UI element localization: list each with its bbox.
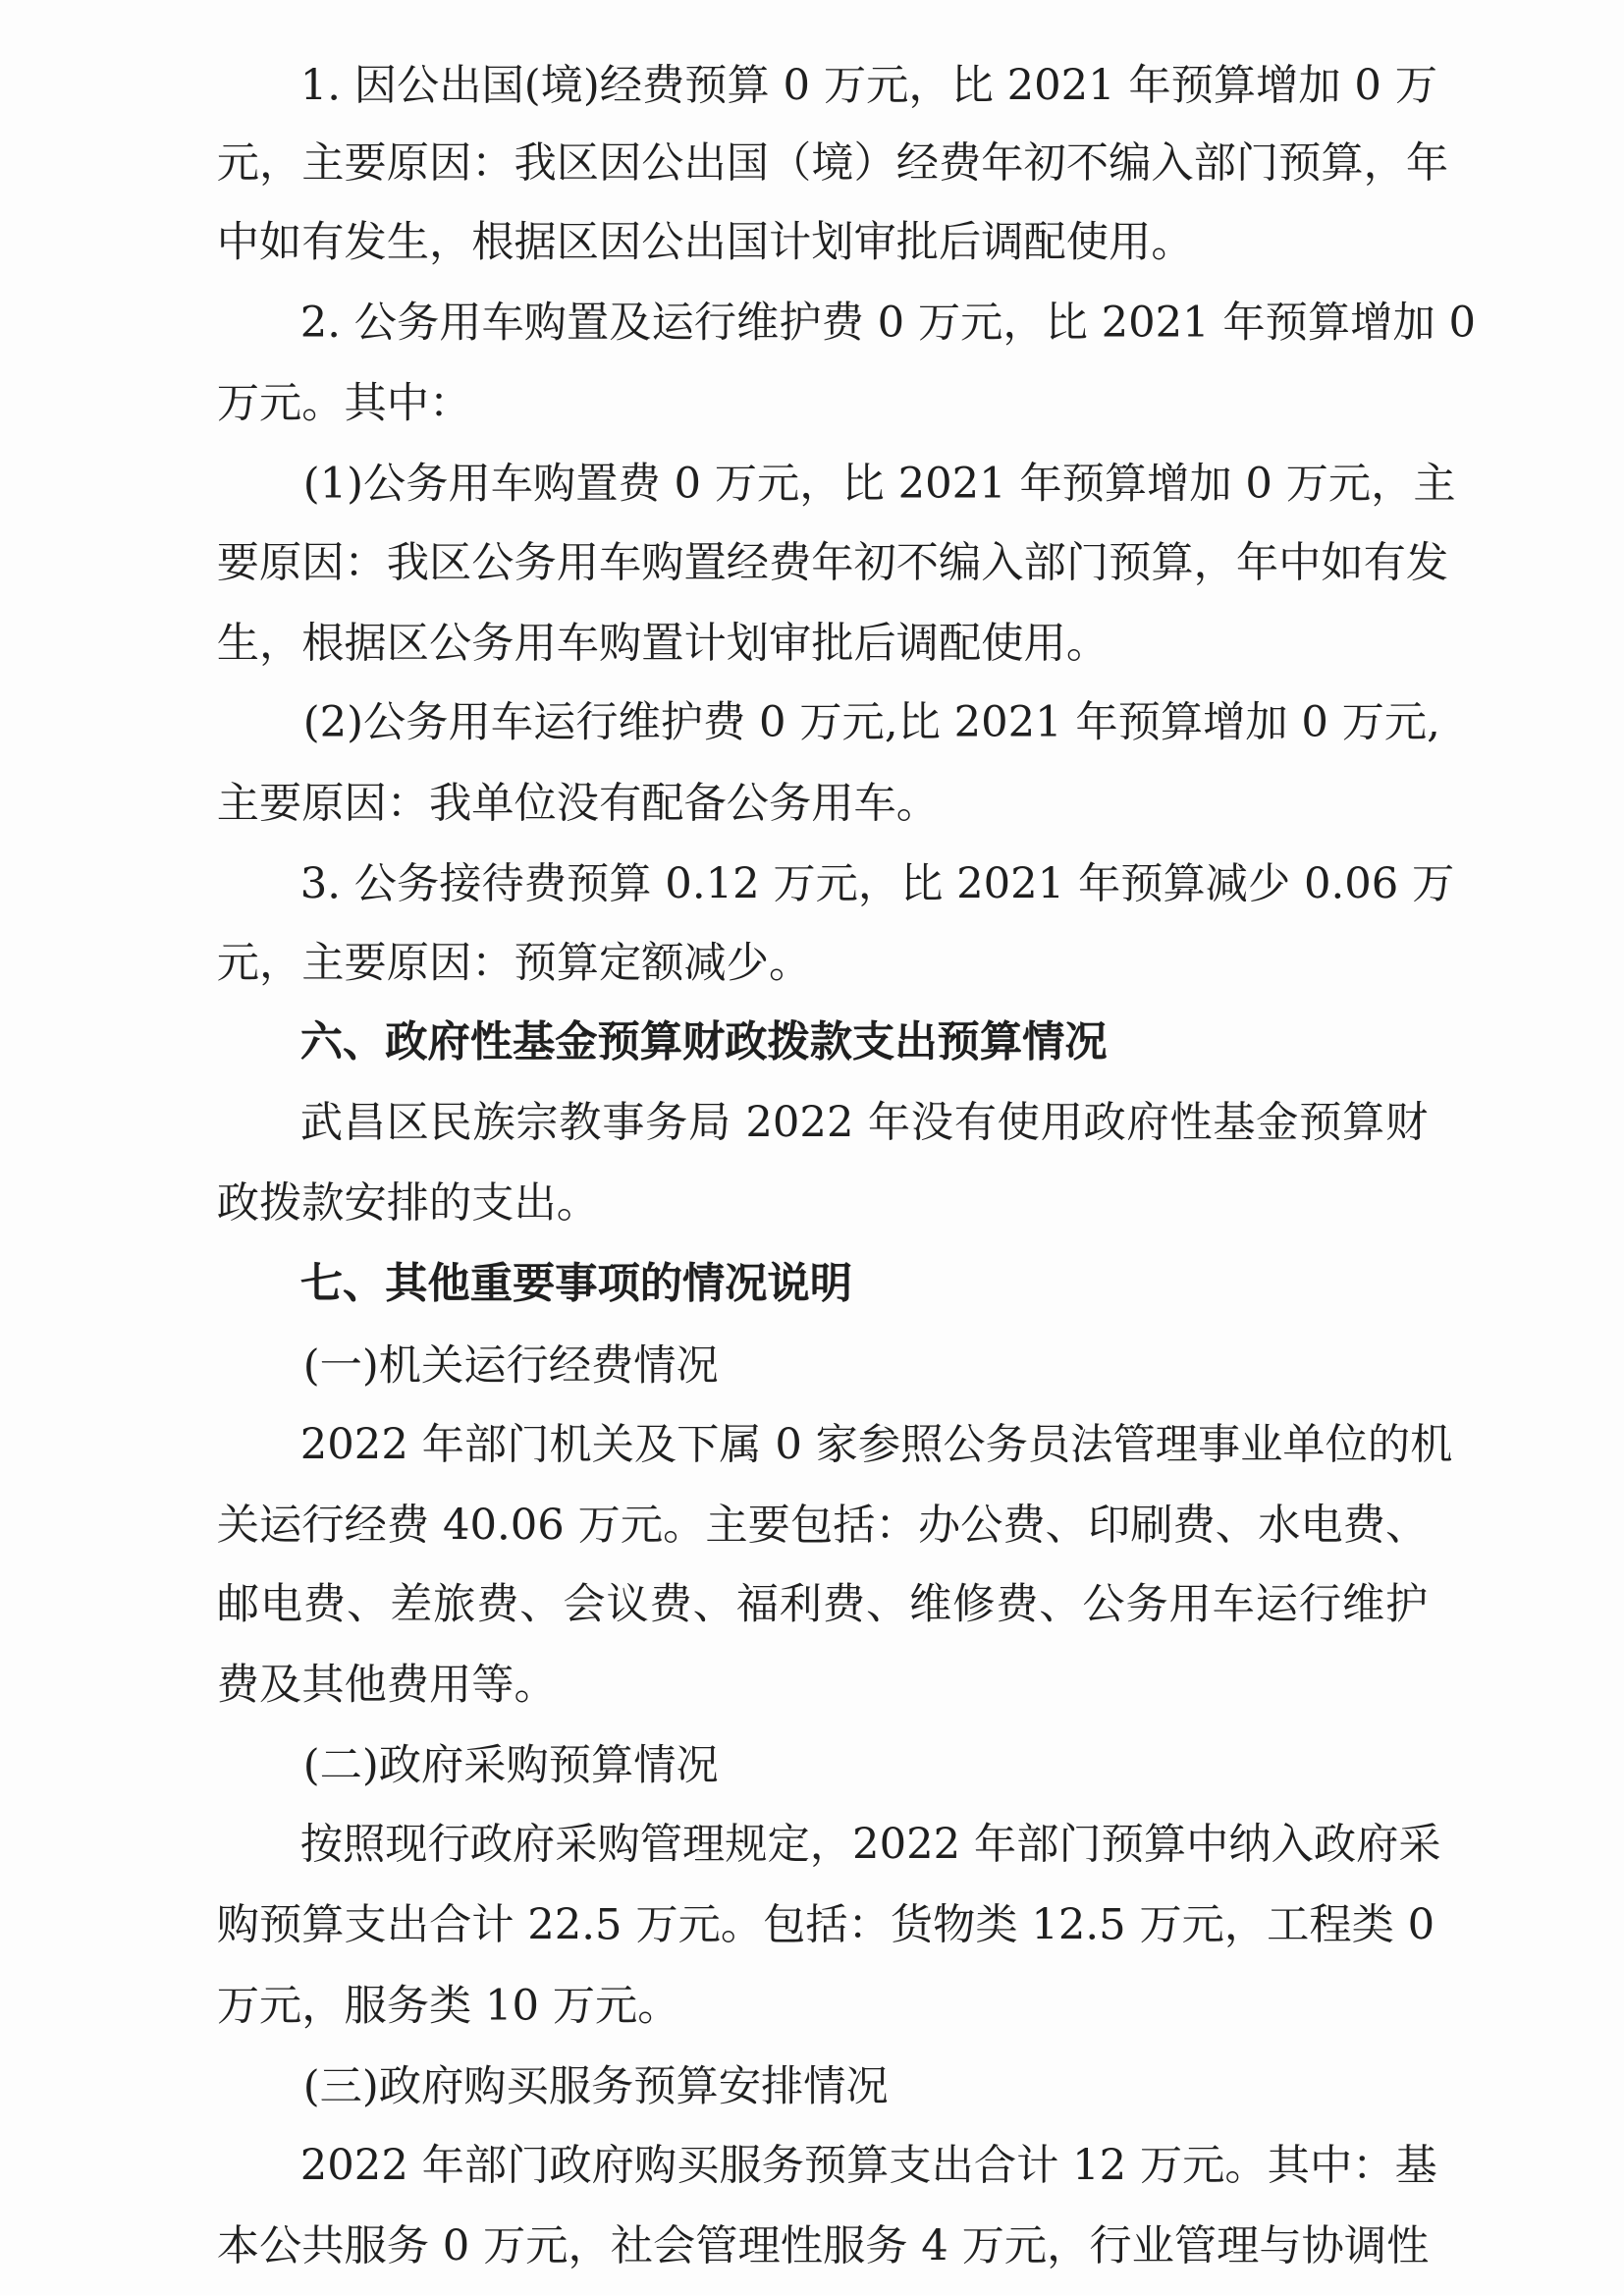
text-line: 要原因：我区公务用车购置经费年初不编入部门预算，年中如有发	[216, 537, 1449, 588]
text-line: (2)公务用车运行维护费 0 万元,比 2021 年预算增加 0 万元,	[302, 696, 1440, 747]
subsection-heading-procurement: (二)政府采购预算情况	[302, 1739, 719, 1790]
text-line: 生，根据区公务用车购置计划审批后调配使用。	[216, 618, 1110, 669]
text-line: 主要原因：我单位没有配备公务用车。	[216, 777, 940, 828]
text-line: 2022 年部门机关及下属 0 家参照公务员法管理事业单位的机	[299, 1419, 1453, 1469]
text-line: 费及其他费用等。	[216, 1659, 557, 1710]
text-line: (1)公务用车购置费 0 万元，比 2021 年预算增加 0 万元，主	[302, 458, 1456, 509]
text-line: 3. 公务接待费预算 0.12 万元，比 2021 年预算减少 0.06 万	[299, 858, 1455, 908]
text-line: 邮电费、差旅费、会议费、福利费、维修费、公务用车运行维护	[216, 1578, 1429, 1629]
section-heading-six: 六、政府性基金预算财政拨款支出预算情况	[299, 1016, 1108, 1066]
text-line: 元，主要原因：预算定额减少。	[216, 937, 812, 988]
text-line: 2022 年部门政府购买服务预算支出合计 12 万元。其中：基	[299, 2140, 1437, 2190]
text-line: 万元，服务类 10 万元。	[216, 1980, 680, 2031]
text-line: 2. 公务用车购置及运行维护费 0 万元，比 2021 年预算增加 0	[299, 297, 1476, 348]
text-line: 购预算支出合计 22.5 万元。包括：货物类 12.5 万元，工程类 0	[216, 1899, 1435, 1950]
subsection-heading-operating-costs: (一)机关运行经费情况	[302, 1339, 719, 1391]
section-heading-seven: 七、其他重要事项的情况说明	[299, 1258, 853, 1308]
text-line: 中如有发生，根据区因公出国计划审批后调配使用。	[216, 216, 1194, 267]
text-line: 关运行经费 40.06 万元。主要包括：办公费、印刷费、水电费、	[216, 1500, 1429, 1551]
text-line: 本公共服务 0 万元，社会管理性服务 4 万元，行业管理与协调性	[216, 2220, 1430, 2270]
text-line: 按照现行政府采购管理规定，2022 年部门预算中纳入政府采	[299, 1819, 1441, 1870]
text-line: 政拨款安排的支出。	[216, 1177, 600, 1228]
text-line: 1. 因公出国(境)经费预算 0 万元，比 2021 年预算增加 0 万	[299, 60, 1437, 110]
text-line: 元，主要原因：我区因公出国（境）经费年初不编入部门预算，年	[216, 137, 1449, 188]
text-line: 万元。其中：	[216, 377, 472, 428]
subsection-heading-service-purchase: (三)政府购买服务预算安排情况	[302, 2060, 889, 2111]
text-line: 武昌区民族宗教事务局 2022 年没有使用政府性基金预算财	[299, 1097, 1429, 1147]
